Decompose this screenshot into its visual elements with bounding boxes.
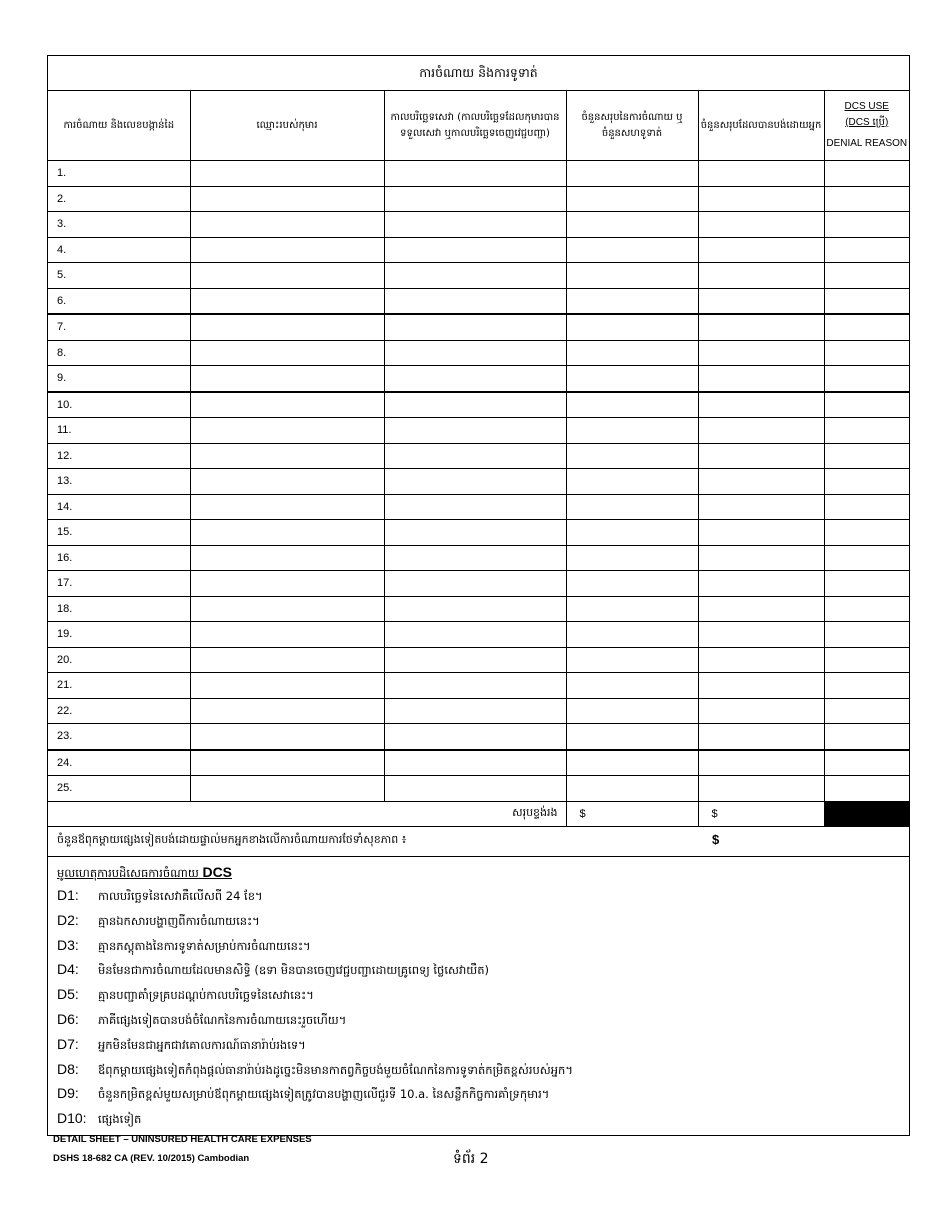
denial-reason-cell[interactable]: [824, 186, 909, 212]
total-paid-cell[interactable]: [698, 750, 824, 776]
table-row: [48, 724, 909, 750]
service-date-cell[interactable]: [384, 418, 566, 444]
subtotal-label: សរុបខ្ទង់រង: [48, 801, 566, 827]
denial-reasons-title: [57, 861, 909, 883]
denial-reason-text: គ្មានឯកសារបង្ហាញពីការចំណាយនេះ។: [98, 913, 260, 928]
total-expense-cell[interactable]: [566, 571, 698, 597]
denial-reason-text: មិនមែនជាការចំណាយដែលមានសិទ្ធិ (ឧទា មិនបានចេញវេជ្ជបញ្ជាដោយគ្រូពេទ្យ ថ្លៃសេវាយឺត): [98, 963, 489, 978]
denial-reason-cell[interactable]: [824, 469, 909, 495]
denial-reason-item: [57, 957, 909, 982]
table-row: [48, 340, 909, 366]
denial-reasons: [48, 857, 909, 1135]
row-number: 13.: [48, 469, 190, 495]
service-date-cell[interactable]: [384, 263, 566, 289]
child-name-cell[interactable]: [190, 520, 384, 546]
row-number: 6.: [48, 288, 190, 314]
row-number: 23.: [48, 724, 190, 750]
denial-reason-text: ផ្សេងទៀត: [98, 1112, 142, 1127]
child-name-cell[interactable]: [190, 494, 384, 520]
total-expense-cell[interactable]: [566, 647, 698, 673]
row-number: 5.: [48, 263, 190, 289]
expenses-form: [47, 55, 910, 1136]
dcs-use-km-label: (DCS ប្រើ): [845, 116, 889, 128]
denial-reason-cell[interactable]: [824, 673, 909, 699]
child-name-cell[interactable]: [190, 340, 384, 366]
total-paid-cell[interactable]: [698, 673, 824, 699]
row-number: 17.: [48, 571, 190, 597]
total-paid-cell[interactable]: [698, 443, 824, 469]
denial-reason-cell[interactable]: [824, 596, 909, 622]
service-date-cell[interactable]: [384, 750, 566, 776]
service-date-cell[interactable]: [384, 186, 566, 212]
table-row: [48, 520, 909, 546]
total-paid-cell[interactable]: [698, 263, 824, 289]
denial-reason-list: [57, 883, 909, 1131]
service-date-cell[interactable]: [384, 366, 566, 392]
row-number: 7.: [48, 314, 190, 340]
denial-reason-item: [57, 908, 909, 933]
row-number: 2.: [48, 186, 190, 212]
child-name-cell[interactable]: [190, 724, 384, 750]
child-name-cell[interactable]: [190, 545, 384, 571]
table-row: [48, 622, 909, 648]
table-row: [48, 776, 909, 802]
service-date-cell[interactable]: [384, 520, 566, 546]
service-date-cell[interactable]: [384, 212, 566, 238]
denial-reason-code: D6:: [57, 1010, 79, 1027]
denial-reason-item: [57, 982, 909, 1007]
denial-reason-text: ចំនួនកម្រិតខ្ពស់មួយសម្រាប់ឪពុកម្តាយផ្សេងទៀតត្រូវបានបង្ហាញលើជួរទី 10.a. នៃសន្លឹកកិច្ចការគាំទ្រកុមារ។: [98, 1087, 550, 1102]
service-date-cell[interactable]: [384, 340, 566, 366]
table-row: [48, 750, 909, 776]
service-date-cell[interactable]: [384, 314, 566, 340]
denial-reason-code: D3:: [57, 936, 79, 953]
child-name-cell[interactable]: [190, 647, 384, 673]
total-paid-cell[interactable]: [698, 314, 824, 340]
service-date-cell[interactable]: [384, 288, 566, 314]
service-date-cell[interactable]: [384, 647, 566, 673]
total-paid-cell[interactable]: [698, 622, 824, 648]
table-row: [48, 469, 909, 495]
total-expense-cell[interactable]: [566, 724, 698, 750]
denial-reasons-title-dcs: DCS: [202, 864, 233, 880]
table-header-row: [48, 91, 909, 161]
child-name-cell[interactable]: [190, 366, 384, 392]
total-paid-cell[interactable]: [698, 418, 824, 444]
denial-reason-cell[interactable]: [824, 288, 909, 314]
total-expense-cell[interactable]: [566, 494, 698, 520]
denial-reason-code: D10:: [57, 1110, 87, 1127]
total-paid-cell[interactable]: [698, 392, 824, 418]
total-expense-cell[interactable]: [566, 750, 698, 776]
row-number: 20.: [48, 647, 190, 673]
total-expense-cell[interactable]: [566, 418, 698, 444]
total-expense-cell[interactable]: [566, 596, 698, 622]
child-name-cell[interactable]: [190, 186, 384, 212]
total-paid-cell[interactable]: [698, 212, 824, 238]
column-header-service-date: កាលបរិច្ឆេទសេវា (កាលបរិច្ឆេទដែលកុមារបានទទួលសេវា ឬកាលបរិច្ឆេទចេញវេជ្ជបញ្ជា): [384, 91, 566, 161]
denial-reasons-title-text: មូលហេតុការបដិសេធការចំណាយ: [57, 866, 199, 880]
row-number: 11.: [48, 418, 190, 444]
row-number: 18.: [48, 596, 190, 622]
table-row: [48, 314, 909, 340]
denial-reason-cell[interactable]: [824, 263, 909, 289]
subtotal-paid-field[interactable]: $: [698, 801, 824, 827]
total-paid-cell[interactable]: [698, 366, 824, 392]
child-name-cell[interactable]: [190, 314, 384, 340]
denial-reason-cell[interactable]: [824, 647, 909, 673]
denial-reason-item: [57, 1032, 909, 1057]
denial-reason-code: D7:: [57, 1035, 79, 1052]
service-date-cell[interactable]: [384, 469, 566, 495]
total-paid-cell[interactable]: [698, 288, 824, 314]
service-date-cell[interactable]: [384, 673, 566, 699]
page-number: ទំព័រ 2: [453, 1151, 489, 1167]
denial-reason-text: គ្មានបញ្ជាគាំទ្រគ្របដណ្តប់កាលបរិច្ឆេទនៃសេវានេះ។: [98, 988, 314, 1003]
row-number: 8.: [48, 340, 190, 366]
total-paid-cell[interactable]: [698, 340, 824, 366]
row-number: 3.: [48, 212, 190, 238]
table-row: [48, 647, 909, 673]
denial-reason-text: គ្មានភស្តុតាងនៃការទូទាត់សម្រាប់ការចំណាយនេះ។: [98, 938, 311, 953]
child-name-cell[interactable]: [190, 263, 384, 289]
table-row: [48, 186, 909, 212]
child-name-cell[interactable]: [190, 443, 384, 469]
child-name-cell[interactable]: [190, 698, 384, 724]
table-row: [48, 443, 909, 469]
total-paid-cell[interactable]: [698, 724, 824, 750]
denial-reason-cell[interactable]: [824, 520, 909, 546]
denial-reason-cell[interactable]: [824, 418, 909, 444]
denial-reason-text: ភាគីផ្សេងទៀតបានបង់ចំណែកនៃការចំណាយនេះរួចហើយ។: [98, 1012, 347, 1027]
denial-reason-cell[interactable]: [824, 622, 909, 648]
service-date-cell[interactable]: [384, 571, 566, 597]
denial-reason-code: D8:: [57, 1060, 79, 1077]
denial-reason-item: [57, 1106, 909, 1131]
total-paid-cell[interactable]: [698, 776, 824, 802]
table-row: [48, 212, 909, 238]
total-paid-cell[interactable]: [698, 647, 824, 673]
row-number: 25.: [48, 776, 190, 802]
total-expense-cell[interactable]: [566, 288, 698, 314]
column-header-total-expense: ចំនួនសរុបនៃការចំណាយ ឬចំនួនសហទូទាត់: [566, 91, 698, 161]
denial-reason-item: [57, 1057, 909, 1082]
expense-rows: [48, 161, 909, 802]
denial-reason-cell[interactable]: [824, 340, 909, 366]
child-name-cell[interactable]: [190, 212, 384, 238]
expenses-table: [48, 91, 909, 827]
other-parent-payment-row: [48, 827, 909, 857]
denial-reason-cell[interactable]: [824, 545, 909, 571]
total-paid-cell[interactable]: [698, 237, 824, 263]
child-name-cell[interactable]: [190, 288, 384, 314]
denial-reason-cell[interactable]: [824, 494, 909, 520]
table-row: [48, 545, 909, 571]
row-number: 21.: [48, 673, 190, 699]
table-row: [48, 237, 909, 263]
total-expense-cell[interactable]: [566, 622, 698, 648]
denial-reason-item: [57, 933, 909, 958]
form-title: ការចំណាយ និងការទូទាត់: [48, 56, 909, 91]
denial-reason-code: D9:: [57, 1085, 79, 1102]
total-paid-cell[interactable]: [698, 698, 824, 724]
row-number: 22.: [48, 698, 190, 724]
total-paid-cell[interactable]: [698, 545, 824, 571]
total-expense-cell[interactable]: [566, 186, 698, 212]
other-parent-payment-field[interactable]: $: [712, 832, 720, 847]
total-expense-cell[interactable]: [566, 366, 698, 392]
total-expense-cell[interactable]: [566, 545, 698, 571]
total-paid-cell[interactable]: [698, 161, 824, 187]
child-name-cell[interactable]: [190, 750, 384, 776]
denial-reason-code: D5:: [57, 986, 79, 1003]
table-row: [48, 673, 909, 699]
denial-reason-item: [57, 1081, 909, 1106]
total-paid-cell[interactable]: [698, 596, 824, 622]
footer-form-name: DETAIL SHEET – UNINSURED HEALTH CARE EXPENSES: [53, 1134, 312, 1145]
other-parent-payment-label: ចំនួនឪពុកម្តាយផ្សេងទៀតបង់ដោយផ្ទាល់មកអ្នកខាងលើការចំណាយការថែទាំសុខភាព ៖: [57, 833, 407, 846]
table-row: [48, 698, 909, 724]
table-row: [48, 263, 909, 289]
total-paid-cell[interactable]: [698, 186, 824, 212]
total-paid-cell[interactable]: [698, 494, 824, 520]
denial-reason-code: D2:: [57, 911, 79, 928]
denial-reason-code: D1:: [57, 887, 79, 903]
total-expense-cell[interactable]: [566, 443, 698, 469]
child-name-cell[interactable]: [190, 622, 384, 648]
denial-reason-text: ឪពុកម្តាយផ្សេងទៀតកំពុងផ្តល់ធានារ៉ាប់រងដូច្នេះមិនមានកាតព្វកិច្ចបង់មួយចំណែកនៃការទូទាត់កម្រិតខ្ពស់របស់អ្នក។: [98, 1062, 573, 1077]
service-date-cell[interactable]: [384, 622, 566, 648]
subtotal-row: [48, 801, 909, 827]
denial-reason-cell[interactable]: [824, 161, 909, 187]
row-number: 9.: [48, 366, 190, 392]
service-date-cell[interactable]: [384, 443, 566, 469]
child-name-cell[interactable]: [190, 469, 384, 495]
denial-reason-cell[interactable]: [824, 724, 909, 750]
child-name-cell[interactable]: [190, 161, 384, 187]
total-paid-cell[interactable]: [698, 571, 824, 597]
service-date-cell[interactable]: [384, 698, 566, 724]
denial-reason-cell[interactable]: [824, 366, 909, 392]
dcs-use-label: DCS USE: [844, 101, 889, 113]
row-number: 24.: [48, 750, 190, 776]
service-date-cell[interactable]: [384, 776, 566, 802]
service-date-cell[interactable]: [384, 494, 566, 520]
child-name-cell[interactable]: [190, 392, 384, 418]
service-date-cell[interactable]: [384, 392, 566, 418]
denial-reason-text: អ្នកមិនមែនជាអ្នកជាវគោលការណ៍ធានារ៉ាប់រងទេ។: [98, 1037, 306, 1052]
table-row: [48, 161, 909, 187]
row-number: 16.: [48, 545, 190, 571]
service-date-cell[interactable]: [384, 724, 566, 750]
table-row: [48, 571, 909, 597]
table-row: [48, 366, 909, 392]
footer-form-number: DSHS 18-682 CA (REV. 10/2015) Cambodian: [53, 1153, 250, 1164]
service-date-cell[interactable]: [384, 237, 566, 263]
total-expense-cell[interactable]: [566, 237, 698, 263]
total-paid-cell[interactable]: [698, 520, 824, 546]
row-number: 15.: [48, 520, 190, 546]
row-number: 12.: [48, 443, 190, 469]
subtotal-expense-field[interactable]: $: [566, 801, 698, 827]
row-number: 1.: [48, 161, 190, 187]
table-row: [48, 288, 909, 314]
total-expense-cell[interactable]: [566, 520, 698, 546]
service-date-cell[interactable]: [384, 545, 566, 571]
denial-reason-cell[interactable]: [824, 212, 909, 238]
total-expense-cell[interactable]: [566, 212, 698, 238]
total-expense-cell[interactable]: [566, 392, 698, 418]
denial-reason-cell[interactable]: [824, 776, 909, 802]
column-header-total-paid: ចំនួនសរុបដែលបានបង់ដោយអ្នក: [698, 91, 824, 161]
table-row: [48, 392, 909, 418]
column-header-expense: ការចំណាយ និងលេខបង្កាន់ដៃ: [48, 91, 190, 161]
child-name-cell[interactable]: [190, 776, 384, 802]
child-name-cell[interactable]: [190, 418, 384, 444]
table-row: [48, 494, 909, 520]
table-row: [48, 418, 909, 444]
row-number: 4.: [48, 237, 190, 263]
service-date-cell[interactable]: [384, 161, 566, 187]
child-name-cell[interactable]: [190, 571, 384, 597]
denial-reason-cell[interactable]: [824, 750, 909, 776]
subtotal-blackout: [824, 801, 909, 827]
denial-reason-label: DENIAL REASON: [826, 138, 908, 150]
total-expense-cell[interactable]: [566, 340, 698, 366]
denial-reason-cell[interactable]: [824, 237, 909, 263]
denial-reason-cell[interactable]: [824, 571, 909, 597]
total-expense-cell[interactable]: [566, 673, 698, 699]
column-header-child-name: ឈ្មោះរបស់កុមារ: [190, 91, 384, 161]
row-number: 10.: [48, 392, 190, 418]
column-header-dcs-use: [824, 91, 909, 161]
total-paid-cell[interactable]: [698, 469, 824, 495]
row-number: 19.: [48, 622, 190, 648]
denial-reason-cell[interactable]: [824, 314, 909, 340]
table-row: [48, 596, 909, 622]
denial-reason-item: [57, 883, 909, 908]
total-expense-cell[interactable]: [566, 161, 698, 187]
denial-reason-cell[interactable]: [824, 392, 909, 418]
total-expense-cell[interactable]: [566, 263, 698, 289]
total-expense-cell[interactable]: [566, 469, 698, 495]
child-name-cell[interactable]: [190, 237, 384, 263]
row-number: 14.: [48, 494, 190, 520]
denial-reason-item: [57, 1007, 909, 1032]
denial-reason-text: កាលបរិច្ឆេទនៃសេវាគឺលើសពី 24 ខែ។: [98, 889, 263, 903]
denial-reason-cell[interactable]: [824, 443, 909, 469]
child-name-cell[interactable]: [190, 596, 384, 622]
denial-reason-cell[interactable]: [824, 698, 909, 724]
child-name-cell[interactable]: [190, 673, 384, 699]
denial-reason-code: D4:: [57, 961, 79, 978]
total-expense-cell[interactable]: [566, 776, 698, 802]
service-date-cell[interactable]: [384, 596, 566, 622]
total-expense-cell[interactable]: [566, 314, 698, 340]
total-expense-cell[interactable]: [566, 698, 698, 724]
